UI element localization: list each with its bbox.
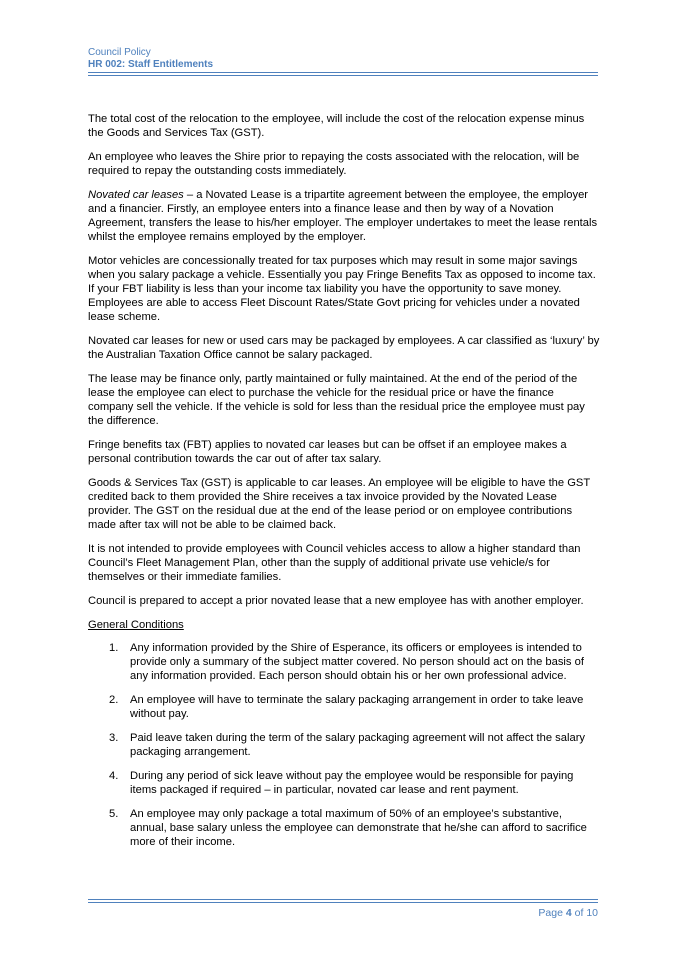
header-policy-label: Council Policy — [88, 47, 151, 58]
of-word: of — [574, 907, 584, 919]
current-page: 4 — [565, 907, 572, 919]
general-conditions-list — [88, 641, 600, 849]
novated-leases-lead: Novated car leases — [88, 189, 184, 201]
document-body — [88, 112, 600, 859]
general-conditions-heading: General Conditions — [88, 619, 184, 631]
paragraph-novated-leases — [88, 188, 600, 244]
list-item — [88, 641, 600, 683]
list-item-number: 5. — [109, 808, 119, 820]
list-item-text: Any information provided by the Shire of Esperance, its officers or employees is intended to provide only a summary of the subject matter covered. No person should act on the basis of any information provided. Each person should obtain his or her own professional advice. — [130, 642, 584, 682]
list-item-number: 1. — [109, 642, 119, 654]
list-item — [88, 807, 600, 849]
list-item-text: Paid leave taken during the term of the salary packaging agreement will not affect the salary packaging arrangement. — [130, 732, 586, 758]
list-item-number: 3. — [109, 732, 119, 744]
novated-leases-text: – a Novated Lease is a tripartite agreement between the employee, the employer and a financier. Firstly, an employee enters into a finance lease and then by way of a Novation Agreement, transfers the lease to his/her employer. The employer undertakes to meet the lease rentals whilst the employee remains employed by the employer. — [88, 189, 598, 243]
header-policy-title: HR 002: Staff Entitlements — [88, 59, 214, 70]
page-header — [88, 47, 598, 71]
list-item-number: 2. — [109, 694, 119, 706]
paragraph: Council is prepared to accept a prior novated lease that a new employee has with another employer. — [88, 595, 584, 607]
list-item-text: An employee will have to terminate the salary packaging arrangement in order to take leave without pay. — [130, 694, 584, 720]
list-item — [88, 731, 600, 759]
paragraph: The total cost of the relocation to the employee, will include the cost of the relocation expense minus the Goods and Services Tax (GST). — [88, 113, 585, 139]
list-item-number: 4. — [109, 770, 119, 782]
total-pages: 10 — [586, 907, 598, 919]
page-word: Page — [538, 907, 563, 919]
paragraph: The lease may be finance only, partly maintained or fully maintained. At the end of the period of the lease the employee can elect to purchase the vehicle for the residual price or have the finance company sell the vehicle. If the vehicle is sold for less than the residual price the employee must pay the difference. — [88, 373, 585, 427]
list-item — [88, 769, 600, 797]
paragraph: Novated car leases for new or used cars may be packaged by employees. A car classified as ‘luxury’ by the Australian Taxation Office cannot be salary packaged. — [88, 335, 600, 361]
paragraph: An employee who leaves the Shire prior to repaying the costs associated with the relocation, will be required to repay the outstanding costs immediately. — [88, 151, 580, 177]
paragraph: Motor vehicles are concessionally treated for tax purposes which may result in some major savings when you salary package a vehicle. Essentially you pay Fringe Benefits Tax as opposed to income tax. If your FBT liability is less than your income tax liability you have the opportunity to save money. Employees are able to access Fleet Discount Rates/State Govt pricing for vehicles under a novated lease scheme. — [88, 255, 596, 323]
paragraph: It is not intended to provide employees with Council vehicles access to allow a higher standard than Council’s Fleet Management Plan, other than the supply of additional private use vehicle/s for themselves or their immediate families. — [88, 543, 581, 583]
list-item-text: An employee may only package a total maximum of 50% of an employee’s substantive, annual, base salary unless the employee can demonstrate that he/she can afford to sacrifice more of their income. — [130, 808, 587, 848]
page-number — [538, 907, 598, 919]
paragraph: Goods & Services Tax (GST) is applicable to car leases. An employee will be eligible to have the GST credited back to them provided the Shire receives a tax invoice provided by the Novated Lease provider. The GST on the residual due at the end of the lease period or on employee contributions made after tax will not be able to be claimed back. — [88, 477, 591, 531]
paragraph: Fringe benefits tax (FBT) applies to novated car leases but can be offset if an employee makes a personal contribution towards the car out of after tax salary. — [88, 439, 567, 465]
list-item — [88, 693, 600, 721]
list-item-text: During any period of sick leave without pay the employee would be responsible for paying items packaged if required – in particular, novated car lease and rent payment. — [130, 770, 574, 796]
